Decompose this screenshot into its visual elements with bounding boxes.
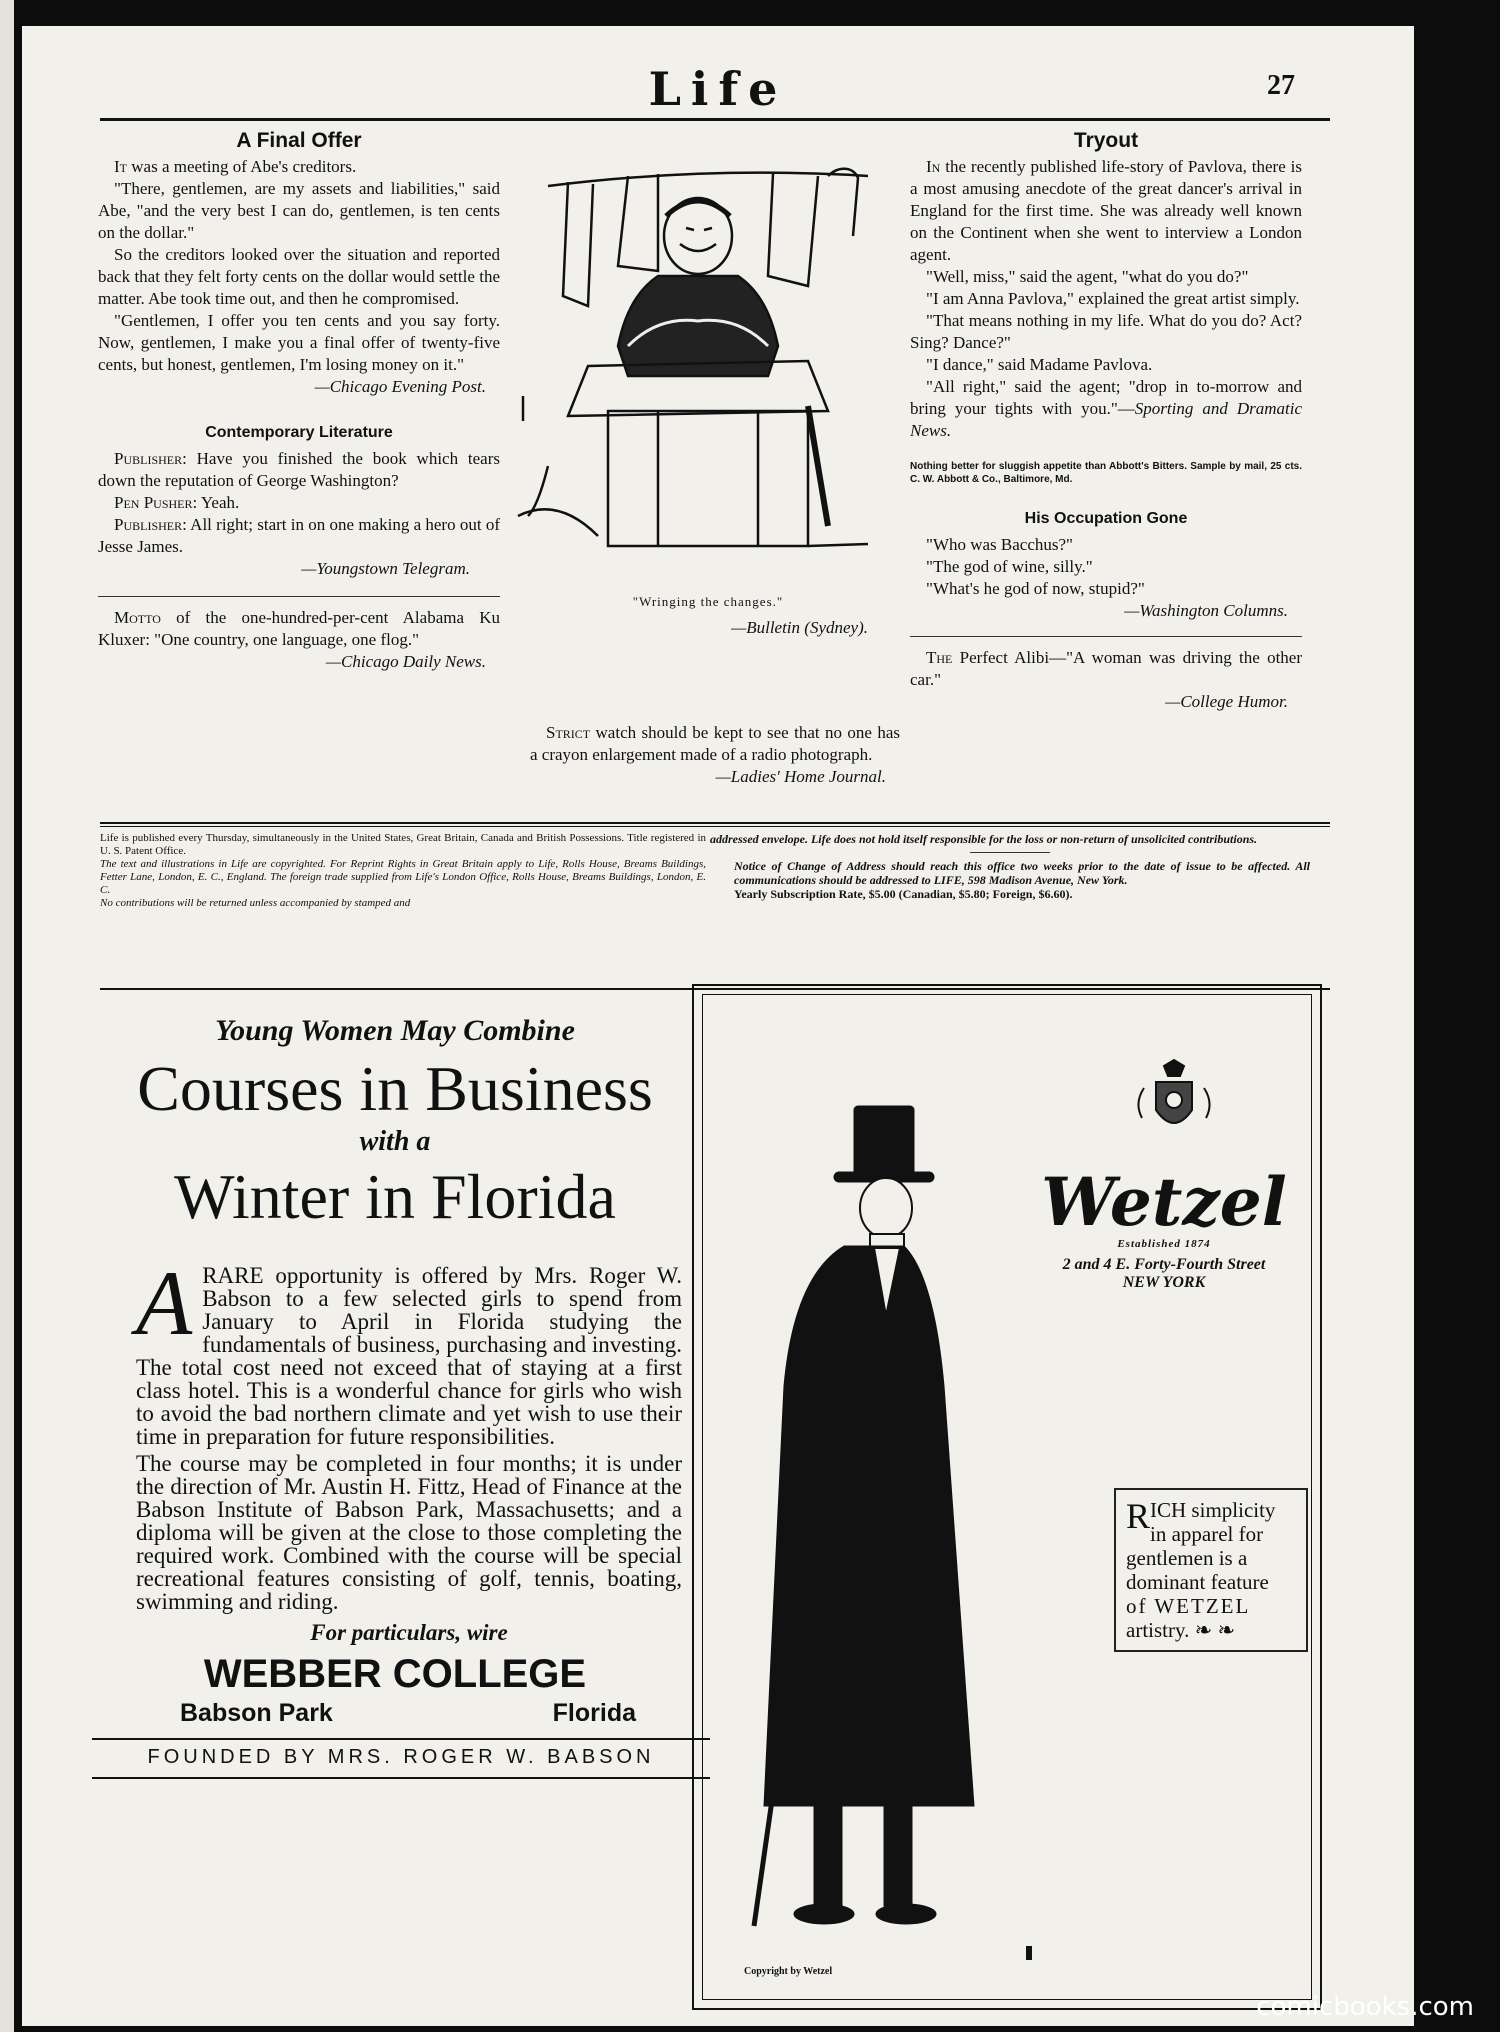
paragraph: So the creditors looked over the situation and reported back that they felt forty cents on the dollar would settle the matter. Abe took time out, and then he compromised. — [98, 245, 500, 308]
ad-headline: Courses in Business — [137, 1053, 653, 1124]
story-title: Tryout — [1073, 129, 1139, 152]
paragraph: "Well, miss," said the agent, "what do you do?" — [926, 267, 1249, 286]
story-title: A Final Offer — [236, 129, 362, 152]
wetzel-ad — [692, 984, 1322, 2010]
coat-of-arms-icon — [1124, 1058, 1224, 1148]
washtub-cartoon-illustration — [508, 146, 908, 656]
gentleman-illustration — [734, 1086, 1004, 1956]
address-notice: Notice of Change of Address should reach this office two weeks prior to the date of issue to be affected. All communications should be addressed to LIFE, 598 Madison Avenue, New York. — [734, 859, 1310, 887]
cartoon-caption: "Wringing the changes." — [632, 594, 784, 609]
paragraph: The Perfect Alibi—"A woman was driving the other car." — [910, 648, 1302, 689]
paragraph: Motto of the one-hundred-per-cent Alabama Ku Kluxer: "One country, one language, one flog." — [98, 608, 500, 649]
dialogue-line: Publisher: All right; start in on one making a hero out of Jesse James. — [98, 515, 500, 556]
rule — [92, 1777, 710, 1779]
abbotts-bitters-ad: Nothing better for sluggish appetite than Abbott's Bitters. Sample by mail, 25 cts. C. W. Abbott & Co., Baltimore, Md. — [910, 461, 1302, 485]
wetzel-brand-block — [1024, 1163, 1304, 1292]
dialogue-line: "Who was Bacchus?" — [926, 535, 1073, 554]
story-source: —Ladies' Home Journal. — [715, 767, 886, 786]
wetzel-logo: Wetzel — [1041, 1163, 1287, 1241]
ornament-icon: ❧ ❧ — [1194, 1618, 1236, 1642]
subscription-rate: Yearly Subscription Rate, $5.00 (Canadian, $5.80; Foreign, $6.60). — [734, 887, 1073, 901]
rich-simplicity-box — [1114, 1488, 1308, 1652]
dialogue-line: "What's he god of now, stupid?" — [926, 579, 1145, 598]
publishing-note: The text and illustrations in Life are copyrighted. For Reprint Rights in Great Britain apply to Life, Rolls House, Breams Buildings, Fetter Lane, London, E. C., England. The foreign trade supplied from Life's London Office, Rolls House, Breams Buildings, London, E. C. — [100, 858, 706, 896]
story-source: —Chicago Daily News. — [325, 652, 486, 671]
column-2-bottom — [530, 722, 900, 788]
divider — [970, 852, 1050, 853]
column-3 — [910, 130, 1302, 713]
paragraph: "All right," said the agent; "drop in to-morrow and bring your tights with you."—Sporting and Dramatic News. — [910, 377, 1302, 440]
college-location: Babson Park Florida — [180, 1699, 636, 1727]
city-line: NEW YORK — [1122, 1274, 1206, 1291]
publishing-info-left — [100, 832, 706, 910]
story-title: His Occupation Gone — [1024, 510, 1188, 527]
founded-line: FOUNDED BY MRS. ROGER W. BABSON — [147, 1746, 655, 1768]
publishing-note: Life is published every Thursday, simultaneously in the United States, Great Britain, Canada and British Possessions. Title registered in U. S. Patent Office. — [100, 832, 706, 857]
publishing-info-right — [710, 832, 1310, 901]
paragraph: ARARE opportunity is offered by Mrs. Roger W. Babson to a few selected girls to spend from January to April in Florida studying the fundamentals of business, purchasing and investing. The total cost need not exceed that of staying at a first class hotel. This is a wonderful chance for girls who wish to avoid the bad northern climate and yet wish to use their time in preparation for future responsibilities. — [136, 1252, 682, 1449]
watermark: comicbooks.com — [1256, 1992, 1474, 2022]
ad-cta: For particulars, wire — [310, 1620, 508, 1645]
divider — [98, 596, 500, 597]
paragraph: "Gentlemen, I offer you ten cents and you say forty. Now, gentlemen, I make you a final offer of twenty-five cents, but honest, gentlemen, I'm losing money on it." — [98, 311, 500, 374]
page-number: 27 — [1267, 70, 1295, 101]
story-title: Contemporary Literature — [205, 424, 393, 441]
publishing-note: No contributions will be returned unless accompanied by stamped and — [100, 897, 411, 909]
paragraph: In the recently published life-story of Pavlova, there is a most amusing anecdote of the great dancer's arrival in England for the first time. She was already well known on the Continent when she went to interview a London agent. — [910, 157, 1302, 264]
address-line: 2 and 4 E. Forty-Fourth Street — [1062, 1256, 1266, 1273]
story-source: —Youngstown Telegram. — [301, 559, 470, 578]
header-rule — [100, 118, 1330, 121]
paragraph: "I am Anna Pavlova," explained the great artist simply. — [926, 289, 1300, 308]
column-1 — [98, 130, 500, 673]
story-source: —College Humor. — [1165, 692, 1288, 711]
divider — [910, 636, 1302, 637]
college-name: WEBBER COLLEGE — [203, 1652, 587, 1696]
left-page-edge — [0, 0, 14, 2032]
paragraph: It was a meeting of Abe's creditors. — [114, 157, 357, 176]
story-source: —Chicago Evening Post. — [314, 377, 486, 396]
paragraph: Strict watch should be kept to see that no one has a crayon enlargement made of a radio photograph. — [530, 723, 900, 764]
paragraph: The course may be completed in four months; it is under the direction of Mr. Austin H. Fittz, Head of Finance at the Babson Institute of Babson Park, Massachusetts; and a diploma will be given at the close to those completing the required work. Combined with the course will be special recreational features consisting of golf, tennis, boating, swimming and riding. — [136, 1451, 682, 1614]
dialogue-line: Publisher: Have you finished the book which tears down the reputation of George Washington? — [98, 449, 500, 490]
dialogue-line: "The god of wine, silly." — [926, 557, 1093, 576]
copyright-line: Copyright by Wetzel — [744, 1966, 833, 1977]
ad-connector: with a — [359, 1126, 431, 1157]
rule — [100, 826, 1330, 827]
print-mark — [1026, 1946, 1032, 1960]
paragraph: "There, gentlemen, are my assets and liabilities," said Abe, "and the very best I can do, gentlemen, is ten cents on the dollar." — [98, 179, 500, 242]
tagline: R ICH simplicity in apparel for gentlemen is a dominant feature of WETZEL artistry. ❧ ❧ — [1126, 1496, 1276, 1642]
webber-college-ad — [80, 1014, 710, 1779]
paragraph: "I dance," said Madame Pavlova. — [926, 355, 1153, 374]
story-source: —Washington Columns. — [1124, 601, 1288, 620]
rule — [100, 822, 1330, 824]
established-line: Established 1874 — [1117, 1238, 1211, 1250]
dialogue-line: Pen Pusher: Yeah. — [114, 493, 240, 512]
ad-body — [136, 1252, 682, 1645]
magazine-page — [22, 26, 1414, 2026]
cartoon-source: —Bulletin (Sydney). — [731, 618, 868, 637]
paragraph: "That means nothing in my life. What do you do? Act? Sing? Dance?" — [910, 311, 1302, 352]
rule — [92, 1738, 710, 1740]
publishing-note: addressed envelope. Life does not hold itself responsible for the loss or non-return of unsolicited contributions. — [710, 832, 1258, 846]
ad-kicker: Young Women May Combine — [215, 1014, 575, 1047]
masthead: Life — [648, 62, 788, 116]
cartoon — [508, 146, 908, 656]
ad-headline: Winter in Florida — [174, 1161, 616, 1232]
